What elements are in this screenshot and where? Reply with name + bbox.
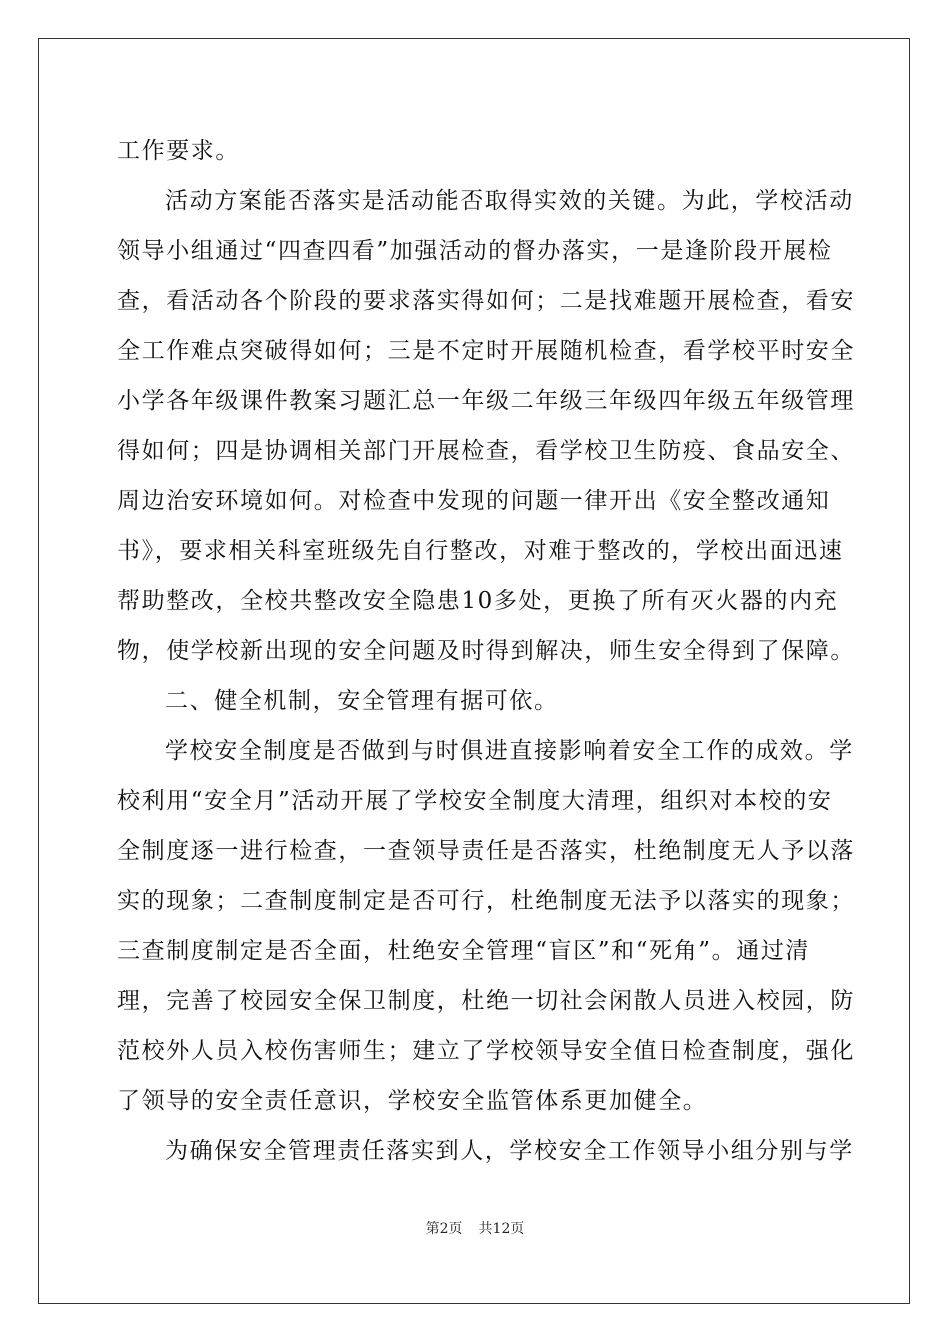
text-line: 查，看活动各个阶段的要求落实得如何；二是找难题开展检查，看安 [117,288,855,314]
text-line: 物，使学校新出现的安全问题及时得到解决，师生安全得到了保障。 [117,638,855,664]
text-line: 工作要求。 [117,138,240,164]
text-line: 书》，要求相关科室班级先自行整改，对难于整改的，学校出面迅速 [117,538,844,564]
text-line: 周边治安环境如何。对检查中发现的问题一律开出《安全整改通知 [117,488,831,514]
document-body [117,126,855,1176]
page-footer [0,1218,950,1238]
text-line: 帮助整改，全校共整改安全隐患10多处，更换了所有灭火器的内充 [117,588,839,614]
text-line: 领导小组通过“四查四看”加强活动的督办落实，一是逢阶段开展检 [117,238,833,264]
text-line: 小学各年级课件教案习题汇总一年级二年级三年级四年级五年级管理 [117,388,855,414]
text-line: 学校安全制度是否做到与时俱进直接影响着安全工作的成效。学 [165,738,854,764]
text-line: 三查制度制定是否全面，杜绝安全管理“盲区”和“死角”。通过清 [117,938,811,964]
section-heading: 二、健全机制，安全管理有据可依。 [165,688,559,714]
text-line: 实的现象；二查制度制定是否可行，杜绝制度无法予以落实的现象； [117,888,855,914]
text-line: 范校外人员入校伤害师生；建立了学校领导安全值日检查制度，强化 [117,1038,855,1064]
text-line: 全工作难点突破得如何；三是不定时开展随机检查，看学校平时安全 [117,338,855,364]
text-line: 全制度逐一进行检查，一查领导责任是否落实，杜绝制度无人予以落 [117,838,855,864]
text-line: 校利用“安全月”活动开展了学校安全制度大清理，组织对本校的安 [117,788,833,814]
text-line: 为确保安全管理责任落实到人，学校安全工作领导小组分别与学 [165,1138,854,1164]
text-line: 理，完善了校园安全保卫制度，杜绝一切社会闲散人员进入校园，防 [117,988,855,1014]
page-total: 共12页 [478,1221,525,1237]
page-number: 第2页 [425,1221,463,1237]
text-line: 了领导的安全责任意识，学校安全监管体系更加健全。 [117,1088,708,1114]
text-line: 得如何；四是协调相关部门开展检查，看学校卫生防疫、食品安全、 [117,438,855,464]
text-line: 活动方案能否落实是活动能否取得实效的关键。为此，学校活动 [165,188,854,214]
